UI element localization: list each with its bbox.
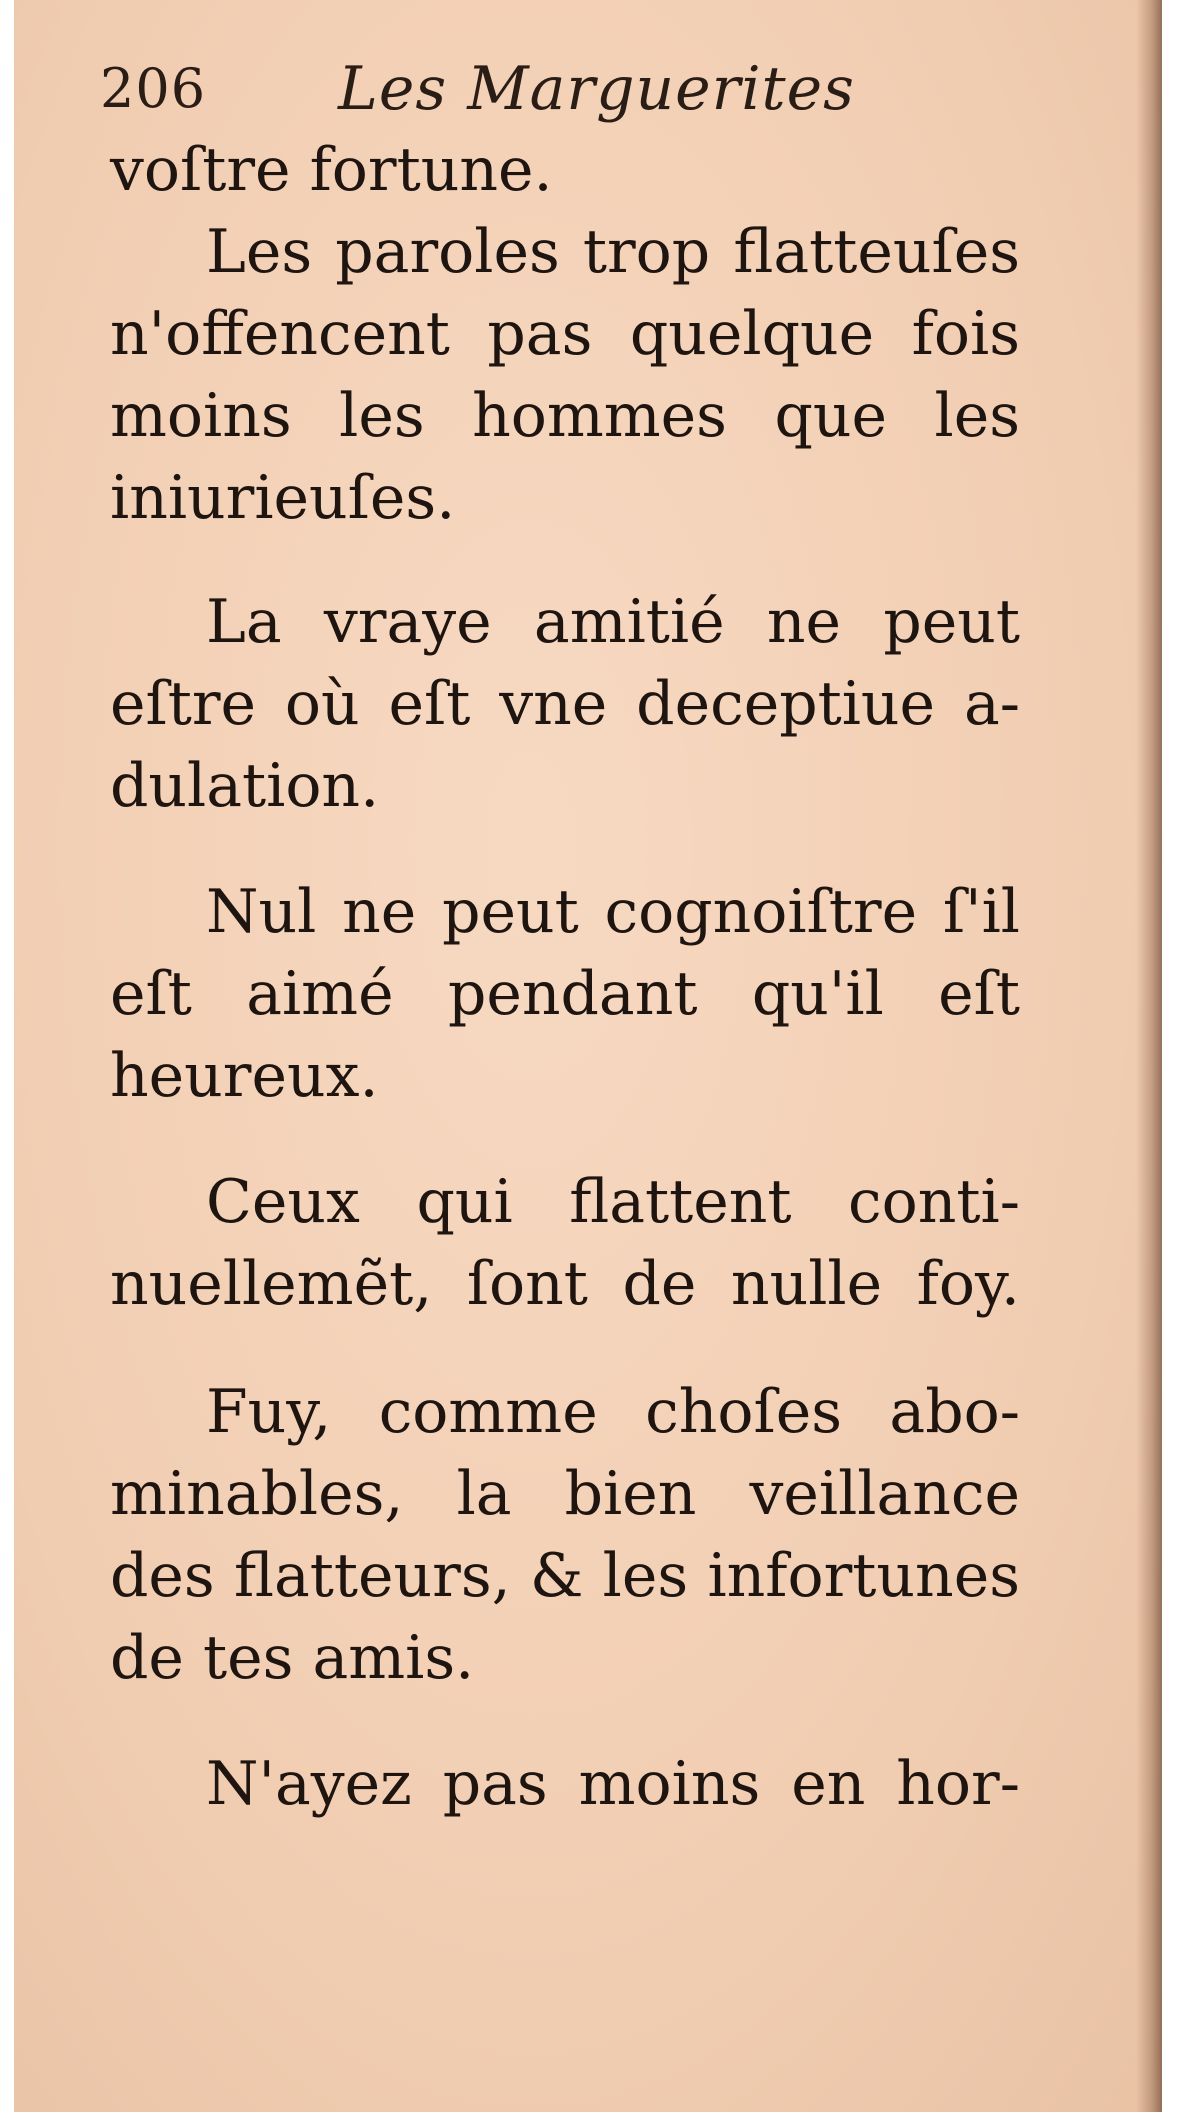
text-line: moins les hommes que les — [110, 381, 1020, 451]
page-header — [100, 44, 1000, 134]
book-page — [14, 0, 1162, 2112]
text-line: Fuy, comme choſes abo- — [206, 1377, 1020, 1447]
text-line: iniurieuſes. — [110, 463, 456, 533]
text-line: heureux. — [110, 1041, 379, 1111]
text-line: eſt aimé pendant qu'il eſt — [110, 959, 1020, 1029]
text-line: Nul ne peut cognoiſtre ſ'il — [206, 877, 1020, 947]
text-line: de tes amis. — [110, 1623, 475, 1693]
text-line: minables, la bien veillance — [110, 1459, 1020, 1529]
text-line: nuellemẽt, ſont de nulle foy. — [110, 1249, 1020, 1319]
page-number: 206 — [100, 57, 207, 120]
text-line: eſtre où eſt vne deceptiue a- — [110, 669, 1020, 739]
text-line: La vraye amitié ne peut — [206, 587, 1020, 657]
text-line: n'offencent pas quelque fois — [110, 299, 1020, 369]
text-line: Ceux qui flattent conti- — [206, 1167, 1020, 1237]
text-line: dulation. — [110, 751, 380, 821]
text-line: N'ayez pas moins en hor- — [206, 1749, 1020, 1819]
text-line: des flatteurs, & les infortunes — [110, 1541, 1020, 1611]
text-line: Les paroles trop flatteuſes — [206, 217, 1020, 287]
text-line: voſtre fortune. — [110, 135, 553, 205]
running-title: Les Marguerites — [338, 54, 855, 124]
